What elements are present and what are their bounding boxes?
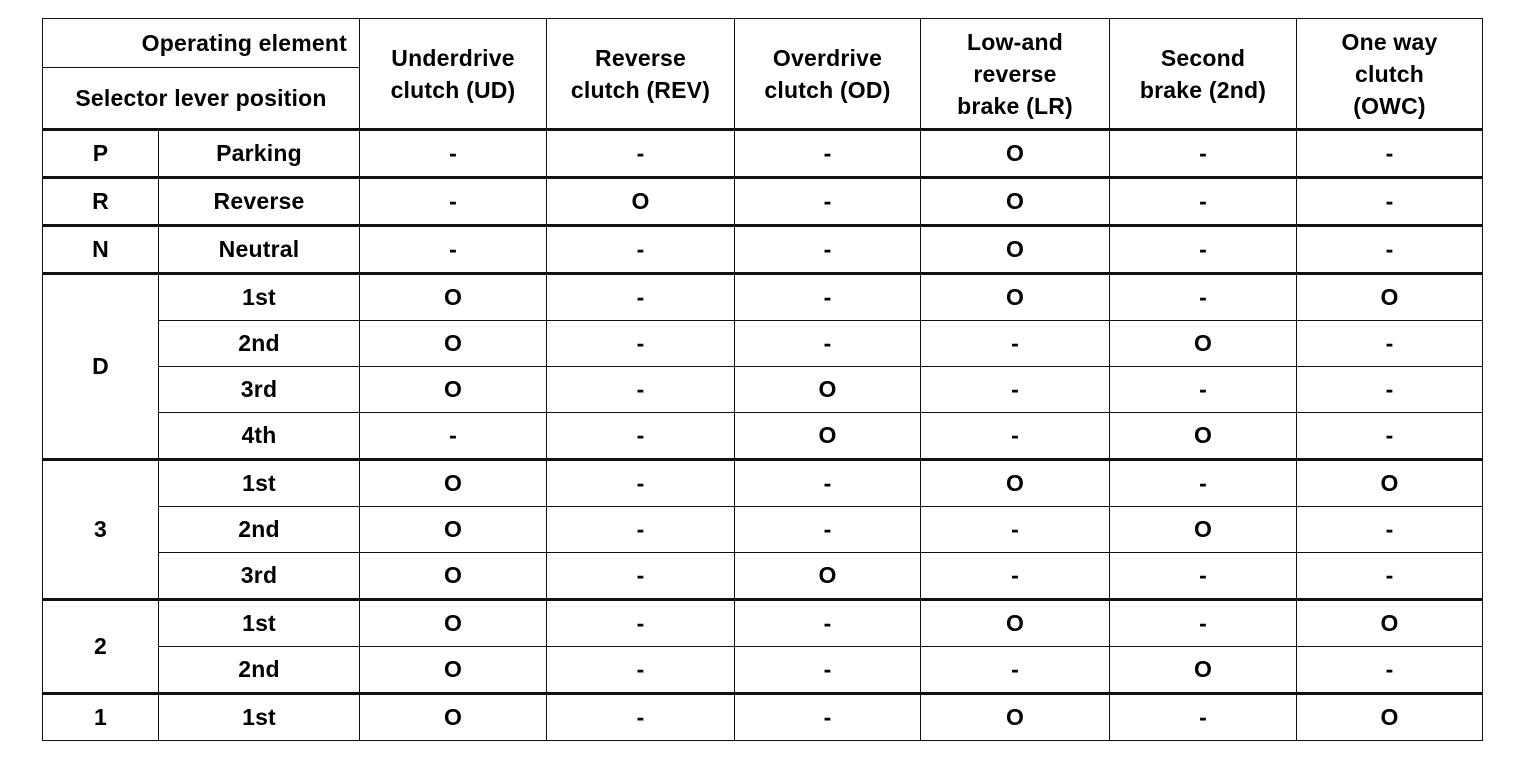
element-status-cell: O	[1297, 460, 1483, 507]
element-status-cell: -	[735, 226, 921, 274]
element-status-cell: -	[1110, 130, 1297, 178]
column-header-line: clutch (OD)	[764, 76, 891, 103]
column-header-lr	[921, 19, 1110, 130]
element-status-cell: O	[921, 178, 1110, 226]
element-status-cell: O	[360, 553, 547, 600]
gear-cell: 2nd	[159, 507, 360, 553]
column-header-line: reverse	[973, 60, 1057, 87]
element-status-cell: -	[1297, 553, 1483, 600]
element-status-cell: -	[921, 647, 1110, 694]
element-status-cell: -	[735, 647, 921, 694]
element-status-cell: -	[1297, 226, 1483, 274]
element-status-cell: -	[360, 226, 547, 274]
element-status-cell: -	[921, 321, 1110, 367]
element-status-cell: -	[360, 130, 547, 178]
column-header-line: brake (LR)	[957, 92, 1073, 119]
column-header-line: clutch (UD)	[390, 76, 516, 103]
gear-cell: 1st	[159, 274, 360, 321]
column-header-line: clutch (REV)	[570, 76, 711, 103]
element-status-cell: O	[921, 130, 1110, 178]
element-status-cell: -	[1297, 178, 1483, 226]
table-row	[43, 553, 1483, 600]
element-status-cell: -	[735, 178, 921, 226]
element-status-cell: O	[1110, 507, 1297, 553]
element-status-cell: O	[360, 321, 547, 367]
element-status-cell: -	[735, 507, 921, 553]
gear-cell: 1st	[159, 694, 360, 741]
column-header-rev	[547, 19, 735, 130]
element-status-cell: -	[547, 647, 735, 694]
column-header-owc	[1297, 19, 1483, 130]
element-status-cell: O	[1110, 647, 1297, 694]
element-status-cell: -	[547, 226, 735, 274]
element-status-cell: O	[921, 694, 1110, 741]
column-header-line: brake (2nd)	[1139, 76, 1267, 103]
element-status-cell: -	[735, 130, 921, 178]
element-status-cell: -	[547, 600, 735, 647]
element-status-cell: -	[735, 274, 921, 321]
table-row	[43, 321, 1483, 367]
element-status-cell: -	[921, 367, 1110, 413]
element-status-cell: -	[547, 553, 735, 600]
table-row	[43, 694, 1483, 741]
element-status-cell: O	[921, 600, 1110, 647]
column-header-line: Overdrive	[772, 44, 883, 71]
selector-position-cell: 1	[43, 694, 159, 741]
element-status-cell: O	[360, 367, 547, 413]
column-header-ud	[360, 19, 547, 130]
element-status-cell: -	[735, 321, 921, 367]
element-status-cell: -	[1110, 460, 1297, 507]
selector-position-cell: D	[43, 274, 159, 460]
column-header-line: One way	[1341, 28, 1438, 55]
table-row	[43, 647, 1483, 694]
selector-position-cell: N	[43, 226, 159, 274]
element-status-cell: -	[1110, 367, 1297, 413]
element-status-cell: -	[547, 460, 735, 507]
operating-element-header: Operating element	[43, 19, 360, 68]
element-status-cell: -	[1110, 178, 1297, 226]
gear-cell: 2nd	[159, 647, 360, 694]
gear-cell: 1st	[159, 460, 360, 507]
table-row	[43, 413, 1483, 460]
column-header-line: Low-and	[967, 28, 1063, 55]
element-status-cell: -	[547, 367, 735, 413]
gear-cell: Neutral	[159, 226, 360, 274]
table-row	[43, 130, 1483, 178]
table-row	[43, 507, 1483, 553]
gear-cell: 3rd	[159, 367, 360, 413]
operating-element-table	[42, 18, 1483, 741]
element-status-cell: -	[1297, 507, 1483, 553]
element-status-cell: O	[360, 600, 547, 647]
element-status-cell: -	[547, 130, 735, 178]
table-row	[43, 600, 1483, 647]
element-status-cell: -	[921, 413, 1110, 460]
column-header-line: Second	[1160, 44, 1246, 71]
element-status-cell: -	[1110, 600, 1297, 647]
element-status-cell: -	[1110, 553, 1297, 600]
element-status-cell: O	[1297, 694, 1483, 741]
element-status-cell: O	[735, 413, 921, 460]
element-status-cell: O	[360, 460, 547, 507]
element-status-cell: O	[360, 647, 547, 694]
table-row	[43, 367, 1483, 413]
gear-cell: 2nd	[159, 321, 360, 367]
table-row	[43, 274, 1483, 321]
column-header-line: Reverse	[595, 44, 686, 71]
element-status-cell: O	[921, 274, 1110, 321]
element-status-cell: O	[921, 226, 1110, 274]
element-status-cell: O	[360, 507, 547, 553]
element-status-cell: -	[360, 178, 547, 226]
element-status-cell: O	[1297, 600, 1483, 647]
table-row	[43, 226, 1483, 274]
table-body	[43, 19, 1483, 741]
element-status-cell: O	[360, 274, 547, 321]
column-header-line: (OWC)	[1353, 92, 1426, 119]
element-status-cell: O	[735, 367, 921, 413]
selector-position-cell: 3	[43, 460, 159, 600]
column-header-2nd	[1110, 19, 1297, 130]
column-header-line: Underdrive	[391, 44, 515, 71]
column-header-line: clutch	[1355, 60, 1424, 87]
element-status-cell: -	[547, 321, 735, 367]
element-status-cell: -	[547, 507, 735, 553]
element-status-cell: -	[1297, 413, 1483, 460]
selector-position-cell: P	[43, 130, 159, 178]
header-row-top	[43, 19, 1483, 68]
element-status-cell: -	[1297, 130, 1483, 178]
element-status-cell: -	[735, 460, 921, 507]
gear-cell: Parking	[159, 130, 360, 178]
element-status-cell: -	[1110, 274, 1297, 321]
selector-position-cell: 2	[43, 600, 159, 694]
element-status-cell: O	[1110, 321, 1297, 367]
table-row	[43, 460, 1483, 507]
element-status-cell: O	[360, 694, 547, 741]
element-status-cell: -	[547, 694, 735, 741]
element-status-cell: -	[735, 694, 921, 741]
element-status-cell: -	[921, 553, 1110, 600]
gear-cell: Reverse	[159, 178, 360, 226]
element-status-cell: O	[1297, 274, 1483, 321]
element-status-cell: -	[547, 413, 735, 460]
element-status-cell: -	[1110, 226, 1297, 274]
gear-cell: 1st	[159, 600, 360, 647]
element-status-cell: -	[1297, 647, 1483, 694]
element-status-cell: -	[1297, 321, 1483, 367]
gear-cell: 3rd	[159, 553, 360, 600]
element-status-cell: O	[1110, 413, 1297, 460]
selector-lever-position-header: Selector lever position	[43, 68, 360, 130]
element-status-cell: O	[547, 178, 735, 226]
column-header-od	[735, 19, 921, 130]
element-status-cell: O	[921, 460, 1110, 507]
element-status-cell: -	[921, 507, 1110, 553]
element-status-cell: -	[1110, 694, 1297, 741]
element-status-cell: -	[735, 600, 921, 647]
element-status-cell: -	[1297, 367, 1483, 413]
table-row	[43, 178, 1483, 226]
selector-position-cell: R	[43, 178, 159, 226]
element-status-cell: -	[360, 413, 547, 460]
element-status-cell: O	[735, 553, 921, 600]
element-status-cell: -	[547, 274, 735, 321]
gear-cell: 4th	[159, 413, 360, 460]
